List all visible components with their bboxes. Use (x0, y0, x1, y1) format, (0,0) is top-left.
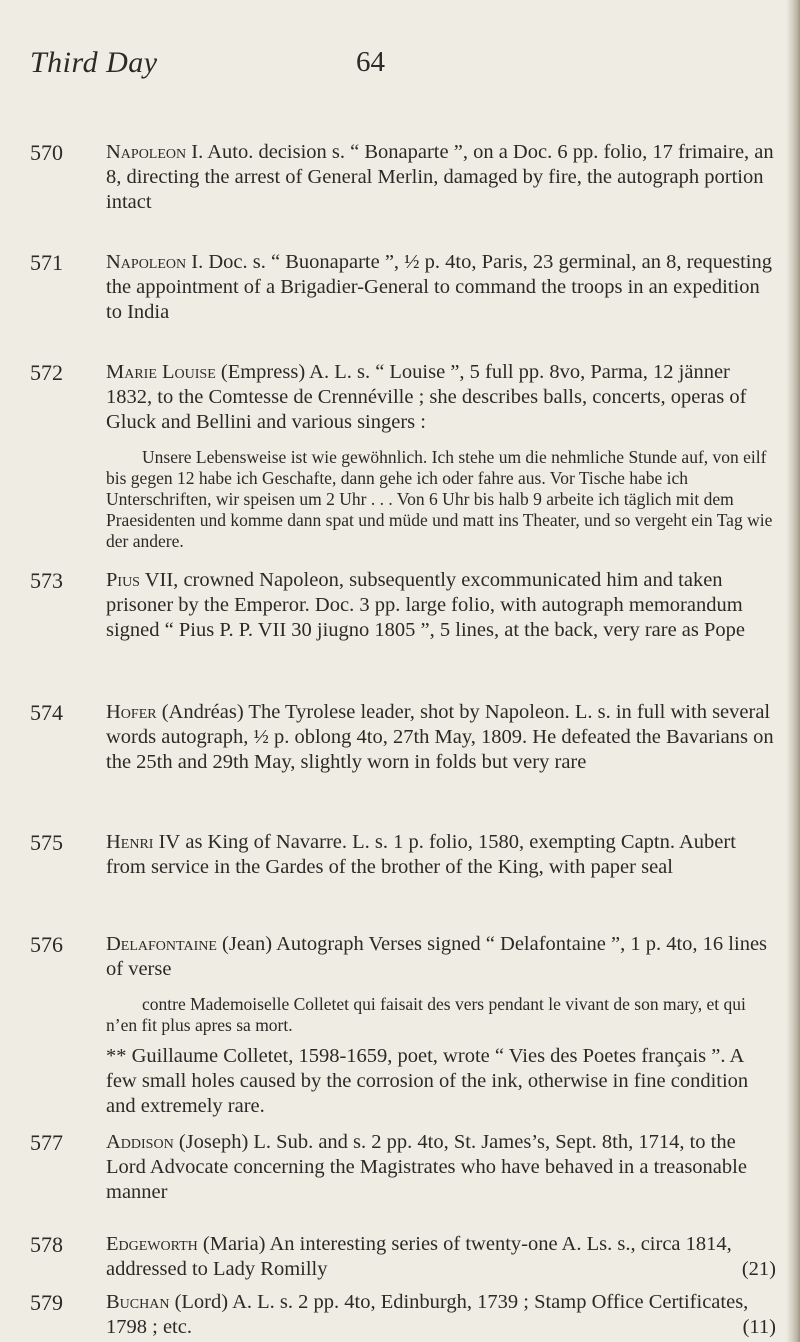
lot-description (106, 1290, 776, 1340)
lot-author: Napoleon I. (106, 251, 204, 273)
lot-quotation: Unsere Lebensweise ist wie gewöhnlich. Ich stehe um die nehmliche Stunde auf, von eilf bis gegen 12 habe ich Geschafte, dann gehe ich oder fahre aus. Vor Tische habe ich Unterschriften, wir speisen um 2 Uhr . . . Von 6 Uhr bis halb 9 arbeite ich täglich mit dem Praesidenten und komme dann spat und müde und matt ins Theater, und so vergeht ein Tag wie der andere. (106, 447, 773, 551)
lot-text: (Lord) A. L. s. 2 pp. 4to, Edinburgh, 1739 ; Stamp Office Certificates, 1798 ; etc. (106, 1291, 749, 1338)
lot-text: crowned Napoleon, subsequently excommunicated him and taken prisoner by the Emperor. Doc. 3 pp. large folio, with autograph memorandum signed “ Pius P. P. VII 30 jiugno 1805 ”, 5 lines, at the back, very rare as Pope (106, 569, 746, 641)
lot-number: 575 (30, 830, 63, 855)
lot-number: 579 (30, 1290, 63, 1315)
lot-author: Napoleon I. (106, 141, 204, 163)
lot-description (106, 360, 776, 552)
lot-author: Pius VII, (106, 569, 179, 591)
lot-text: as King of Navarre. L. s. 1 p. folio, 1580, exempting Captn. Aubert from service in the Gardes of the brother of the King, with paper seal (106, 831, 736, 878)
lot-description (106, 830, 776, 880)
lot-author: Buchan (106, 1291, 170, 1313)
lot-number: 572 (30, 360, 63, 385)
running-title: Third Day (30, 46, 158, 79)
lot-description (106, 932, 776, 1119)
page-edge-shadow (786, 0, 800, 1342)
lot-author: Hofer (106, 701, 157, 723)
lot-number: 571 (30, 250, 63, 275)
lot-number: 577 (30, 1130, 63, 1155)
lot-number: 576 (30, 932, 63, 957)
lot-author: Delafontaine (106, 933, 217, 955)
lot-number: 573 (30, 568, 63, 593)
lot-author: Marie Louise (106, 361, 216, 383)
lot-text: (Jean) Autograph Verses signed “ Delafontaine ”, 1 p. 4to, 16 lines of verse (106, 933, 768, 980)
lot-note: ** Guillaume Colletet, 1598-1659, poet, wrote “ Vies des Poetes français ”. A few small holes caused by the corrosion of the ink, otherwise in fine condition and extremely rare. (106, 1045, 749, 1117)
lot-text: (Joseph) L. Sub. and s. 2 pp. 4to, St. James’s, Sept. 8th, 1714, to the Lord Advocate concerning the Magistrates who have behaved in a treasonable manner (106, 1131, 747, 1203)
lot-quantity: (21) (741, 1258, 776, 1280)
page-number: 64 (356, 46, 385, 78)
page-header (30, 46, 760, 86)
lot-description (106, 568, 776, 643)
lot-description (106, 250, 776, 325)
lot-text: (Andréas) The Tyrolese leader, shot by Napoleon. L. s. in full with several words autograph, ½ p. oblong 4to, 27th May, 1809. He defeated the Bavarians on the 25th and 29th May, slightly worn in folds but very rare (106, 701, 774, 773)
lot-quotation: contre Mademoiselle Colletet qui faisait des vers pendant le vivant de son mary, et qui n’en fit plus apres sa mort. (106, 994, 746, 1035)
lot-text: Doc. s. “ Buonaparte ”, ½ p. 4to, Paris, 23 germinal, an 8, requesting the appointment of a Brigadier-General to command the troops in an expedition to India (106, 251, 772, 323)
lot-number: 574 (30, 700, 63, 725)
lot-author: Henri IV (106, 831, 181, 853)
lot-text: Auto. decision s. “ Bonaparte ”, on a Doc. 6 pp. folio, 17 frimaire, an 8, directing the arrest of General Merlin, damaged by fire, the autograph portion intact (106, 141, 774, 213)
lot-number: 570 (30, 140, 63, 165)
lot-description (106, 700, 776, 775)
lot-number: 578 (30, 1232, 63, 1257)
lot-quantity: (11) (742, 1316, 776, 1338)
lot-author: Addison (106, 1131, 174, 1153)
lot-description (106, 1130, 776, 1205)
lot-text: (Empress) A. L. s. “ Louise ”, 5 full pp. 8vo, Parma, 12 jänner 1832, to the Comtesse de Crennéville ; she describes balls, concerts, operas of Gluck and Bellini and various singers : (106, 361, 747, 433)
lot-author: Edgeworth (106, 1233, 198, 1255)
lot-description (106, 1232, 776, 1282)
lot-text: (Maria) An interesting series of twenty-one A. Ls. s., circa 1814, addressed to Lady Romilly (106, 1233, 732, 1280)
lot-description (106, 140, 776, 215)
